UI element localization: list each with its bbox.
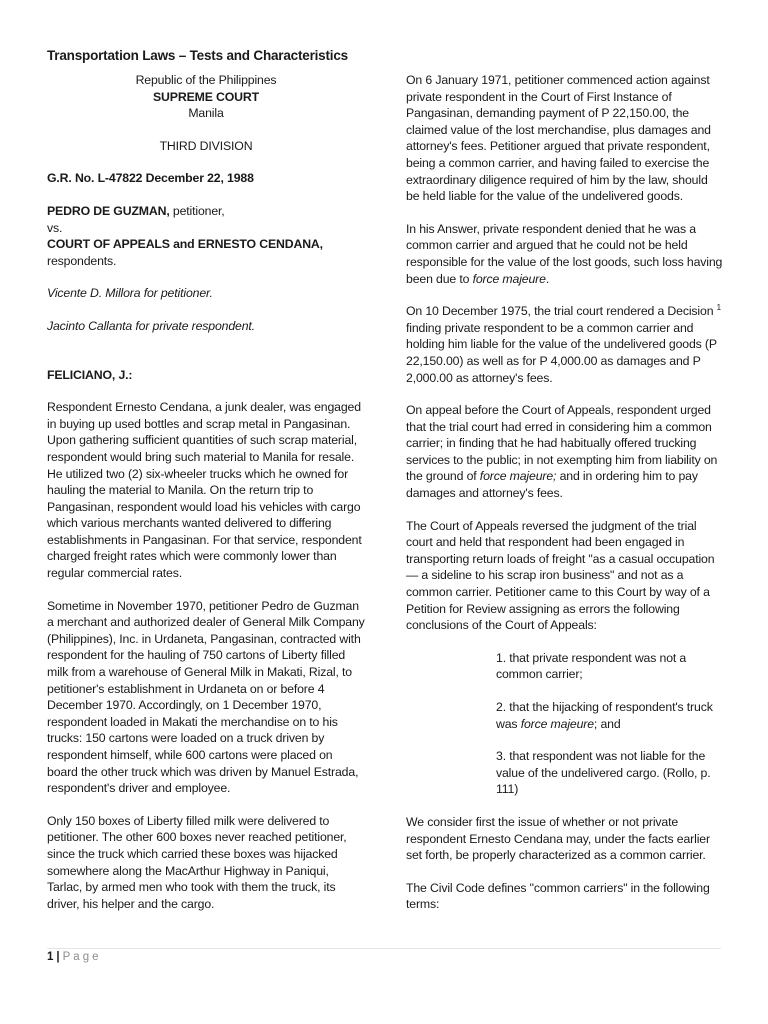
document-title: Transportation Laws – Tests and Characteristics <box>47 48 348 63</box>
list-item: 3. that respondent was not liable for the value of the undelivered cargo. (Rollo, p. 111) <box>496 749 711 797</box>
page-footer <box>47 950 101 964</box>
paragraph: Sometime in November 1970, petitioner Pedro de Guzman a merchant and authorized dealer of General Milk Company (Philippines), Inc. in Urdaneta, Pangasinan, contracted with respondent for the hauling of 750 cartons of Liberty filled milk from a warehouse of General Milk in Makati, Rizal, to petitioner's establishment in Urdaneta on or before 4 December 1970. Accordingly, on 1 December 1970, respondent loaded in Makati the merchandise on to his trucks: 150 cartons were loaded on a truck driven by respondent himself, while 600 cartons were placed on board the other truck which was driven by Manuel Estrada, respondent's driver and employee. <box>47 598 365 796</box>
paragraph: Only 150 boxes of Liberty filled milk were delivered to petitioner. The other 600 boxes never reached petitioner, since the truck which carried these boxes was hijacked somewhere along the MacArthur Highway in Paniqui, Tarlac, by armed men who took with them the truck, its driver, his helper and the cargo. <box>47 813 347 911</box>
left-column <box>47 72 365 912</box>
page-label: Page <box>62 951 102 963</box>
case-respondents: COURT OF APPEALS and ERNESTO CENDANA, respondents. <box>47 237 323 268</box>
paragraph: The Court of Appeals reversed the judgment of the trial court and held that respondent had been engaged in transporting return loads of freight "as a casual occupation — a sideline to his scrap iron business" and not as a common carrier. Petitioner came to this Court by way of a Petition for Review assigning as errors the following conclusions of the Court of Appeals: <box>406 518 715 633</box>
footer-divider <box>47 948 721 949</box>
paragraph: Respondent Ernesto Cendana, a junk dealer, was engaged in buying up used bottles and scrap metal in Pangasinan. Upon gathering sufficient quantities of such scrap material, respondent would bring such material to Manila for resale. He utilized two (2) six-wheeler trucks which he owned for hauling the material to Manila. On the return trip to Pangasinan, respondent would load his vehicles with cargo which various merchants wanted delivered to differing establishments in Pangasinan. For that service, respondent charged freight rates which were commonly lower than regular commercial rates. <box>47 400 362 581</box>
footnote-ref-link[interactable]: 1 <box>716 303 721 313</box>
paragraph: In his Answer, private respondent denied that he was a common carrier and argued that he could not be held responsible for the value of the lost goods, such loss having been due to force majeure. <box>406 221 723 286</box>
ponente: FELICIANO, J.: <box>47 367 133 382</box>
header-court: SUPREME COURT <box>153 89 259 104</box>
header-division: THIRD DIVISION <box>159 138 253 153</box>
paragraph: The Civil Code defines "common carriers" in the following terms: <box>406 880 710 912</box>
footer-separator: | <box>56 951 60 963</box>
paragraph: On appeal before the Court of Appeals, respondent urged that the trial court had erred in considering him a common carrier; in finding that he had habitually offered trucking services to the public; in not exempting him from liability on the ground of force majeure; and in ordering him to pay damages and attorney's fees. <box>406 403 718 501</box>
counsel-petitioner: Vicente D. Millora for petitioner. <box>47 286 213 301</box>
list-item: 2. that the hijacking of respondent's truck was force majeure; and <box>496 700 713 731</box>
page-number: 1 <box>47 951 54 963</box>
paragraph: We consider first the issue of whether or not private respondent Ernesto Cendana may, under the facts earlier set forth, be properly characterized as a common carrier. <box>406 814 710 863</box>
right-column <box>406 72 724 913</box>
case-petitioner: PEDRO DE GUZMAN, petitioner, <box>47 203 225 218</box>
case-versus: vs. <box>47 220 63 235</box>
counsel-respondent: Jacinto Callanta for private respondent. <box>47 318 255 333</box>
list-item: 1. that private respondent was not a common carrier; <box>496 650 687 682</box>
header-republic: Republic of the Philippines <box>135 73 277 87</box>
paragraph: On 10 December 1975, the trial court rendered a Decision $^1$ finding private respondent to be a common carrier and holding him liable for the value of the undelivered goods (P 22,150.00) as well as for P 4,000.00 as damages and P 2,000.00 as attorney's fees. <box>406 303 721 385</box>
header-city: Manila <box>188 106 224 121</box>
case-number: G.R. No. L-47822 December 22, 1988 <box>47 171 254 186</box>
paragraph: On 6 January 1971, petitioner commenced action against private respondent in the Court of First Instance of Pangasinan, demanding payment of P 22,150.00, the claimed value of the lost merchandise, plus damages and attorney's fees. Petitioner argued that private respondent, being a common carrier, and having failed to exercise the extraordinary diligence required of him by the law, should be held liable for the value of the undelivered goods. <box>406 73 711 204</box>
